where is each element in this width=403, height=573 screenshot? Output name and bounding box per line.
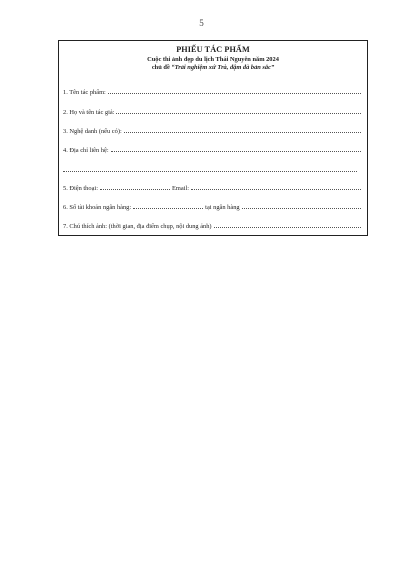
form-subtitle-theme bbox=[59, 64, 367, 72]
field-email-line[interactable] bbox=[191, 183, 361, 190]
theme-prefix: chủ đề bbox=[151, 64, 172, 71]
field-photo-caption-label: 7. Chú thích ảnh: (thời gian, địa điểm chụp, nội dung ảnh) bbox=[63, 223, 212, 230]
field-bank-name-line[interactable] bbox=[242, 202, 361, 209]
page-number: 5 bbox=[199, 18, 204, 28]
field-phone-label: 5. Điện thoại: bbox=[63, 185, 98, 192]
field-author-name-line[interactable] bbox=[116, 107, 361, 114]
field-bank-name-label: tại ngân hàng bbox=[205, 204, 240, 211]
field-stage-name-line[interactable] bbox=[124, 126, 361, 133]
field-phone-email[interactable] bbox=[63, 183, 361, 192]
field-bank-account-line[interactable] bbox=[133, 202, 203, 209]
field-work-title-line[interactable] bbox=[108, 87, 361, 94]
field-email-label: Email: bbox=[171, 185, 190, 192]
field-author-name[interactable] bbox=[63, 107, 361, 116]
form-subtitle-contest: Cuộc thi ảnh đẹp du lịch Thái Nguyên năm 2024 bbox=[147, 56, 279, 63]
theme-quote: “Trải nghiệm xứ Trà, đậm đà bản sắc” bbox=[171, 64, 275, 71]
field-work-title[interactable] bbox=[63, 87, 361, 96]
field-phone-line[interactable] bbox=[100, 183, 170, 190]
field-author-name-label: 2. Họ và tên tác giả: bbox=[63, 109, 115, 116]
form-title: PHIẾU TÁC PHẨM bbox=[176, 45, 250, 54]
entry-form-box bbox=[58, 40, 368, 236]
field-stage-name[interactable] bbox=[63, 126, 361, 135]
field-photo-caption-line[interactable] bbox=[214, 221, 361, 228]
field-contact-address-line[interactable] bbox=[111, 145, 361, 152]
field-contact-address-line-2[interactable] bbox=[63, 170, 357, 172]
field-stage-name-label: 3. Nghệ danh (nếu có): bbox=[63, 128, 122, 135]
field-bank-account[interactable] bbox=[63, 202, 361, 211]
field-bank-account-label: 6. Số tài khoản ngân hàng: bbox=[63, 204, 132, 211]
field-contact-address-label: 4. Địa chỉ liên hệ: bbox=[63, 147, 109, 154]
field-contact-address[interactable] bbox=[63, 145, 361, 154]
field-work-title-label: 1. Tên tác phẩm: bbox=[63, 89, 106, 96]
field-photo-caption[interactable] bbox=[63, 221, 361, 230]
